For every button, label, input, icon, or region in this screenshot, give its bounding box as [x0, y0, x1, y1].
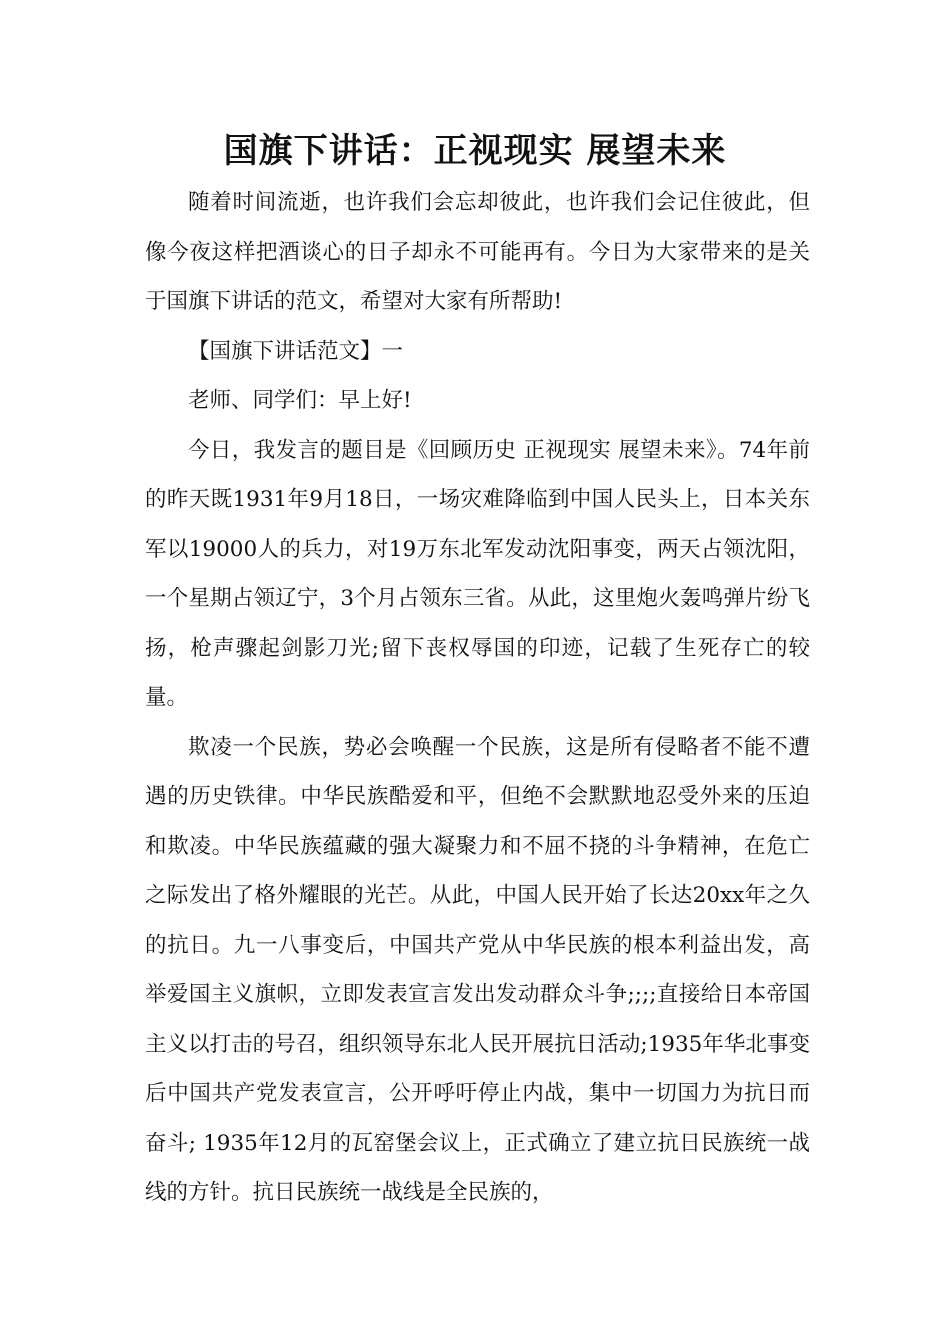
body-paragraph: 今日，我发言的题目是《回顾历史 正视现实 展望未来》。74年前的昨天既1931年9月18日，一场灾难降临到中国人民头上，日本关东军以19000人的兵力，对19万东北军发动沈阳事变，两天占领沈阳，一个星期占领辽宁，3个月占领东三省。从此，这里炮火轰鸣弹片纷飞扬，枪声骤起剑影刀光;留下丧权辱国的印迹，记载了生死存亡的较量。	[145, 437, 810, 710]
document-body	[145, 178, 810, 1218]
section-heading: 【国旗下讲话范文】一	[188, 338, 404, 364]
greeting-paragraph: 老师、同学们：早上好!	[188, 388, 412, 413]
document-title: 国旗下讲话：正视现实 展望未来	[223, 131, 727, 171]
intro-paragraph: 随着时间流逝，也许我们会忘却彼此，也许我们会记住彼此，但像今夜这样把酒谈心的日子却永不可能再有。今日为大家带来的是关于国旗下讲话的范文，希望对大家有所帮助!	[145, 190, 810, 314]
body-paragraph: 欺凌一个民族，势必会唤醒一个民族，这是所有侵略者不能不遭遇的历史铁律。中华民族酷爱和平，但绝不会默默地忍受外来的压迫和欺凌。中华民族蕴藏的强大凝聚力和不屈不挠的斗争精神，在危亡之际发出了格外耀眼的光芒。从此，中国人民开始了长达20xx年之久的抗日。九一八事变后，中国共产党从中华民族的根本利益出发，高举爱国主义旗帜，立即发表宣言发出发动群众斗争;;;;直接给日本帝国主义以打击的号召，组织领导东北人民开展抗日活动;1935年华北事变后中国共产党发表宣言，公开呼吁停止内战，集中一切国力为抗日而奋斗; 1935年12月的瓦窑堡会议上，正式确立了建立抗日民族统一战线的方针。抗日民族统一战线是全民族的，	[145, 734, 810, 1205]
